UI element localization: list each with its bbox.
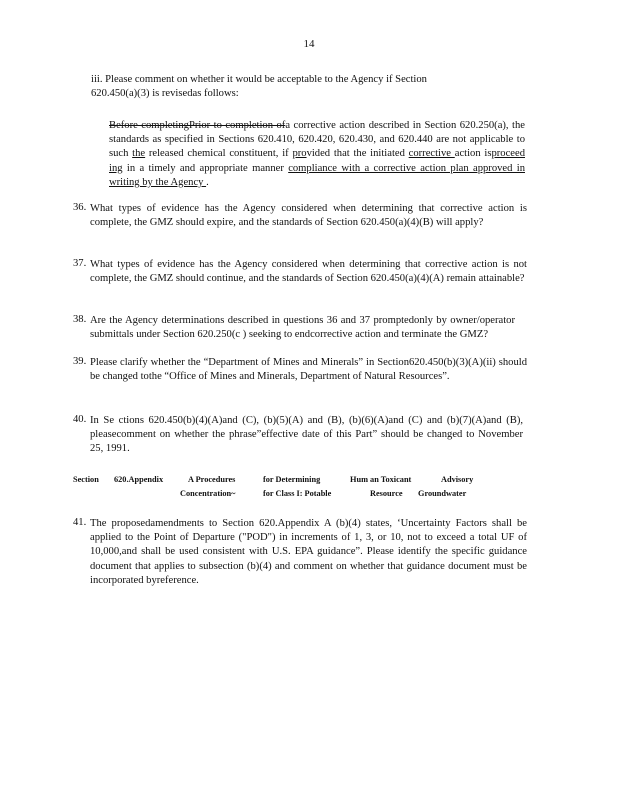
struck-text: Before completingPrior to completion of xyxy=(109,120,286,131)
question-number: 37. xyxy=(73,258,87,269)
question-text: The proposedamendments to Section 620.Appendix A (b)(4) states, ‘Uncertainty Factors shall be applied to the Point of Departure ("POD") in increments of 1, 3, or 10, not to exceed a total UF of 10,000,and shall be used consistent with U.S. EPA guidance”. Please identify the specific guidance document that applies to subsection (b)(4) and comment on whether that guidance document must be incorporated byreference. xyxy=(90,518,527,586)
question-40 xyxy=(73,414,523,458)
question-iii-line1: iii. Please comment on whether it would be acceptable to the Agency if Section xyxy=(91,74,427,85)
question-number: 36. xyxy=(73,202,87,213)
section-heading-text: Advisory xyxy=(441,475,474,484)
section-heading-text: Resource xyxy=(370,489,403,498)
underlined-text: corrective xyxy=(408,148,455,160)
question-text: What types of evidence has the Agency considered when determining that corrective action is complete, the GMZ should expire, and the standards of Section 620.450(a)(4)(B) will apply? xyxy=(90,203,527,229)
revision-text: . xyxy=(206,176,209,188)
section-heading-text: Groundwater xyxy=(418,489,467,498)
question-text: Please clarify whether the “Department of Mines and Minerals” in Section620.450(b)(3)(A)(ii) should be changed tothe “Office of Mines and Minerals, Department of Natural Resources”. xyxy=(90,357,527,383)
question-number: 39. xyxy=(73,356,87,367)
question-text: Are the Agency determinations described in questions 36 and 37 promptedonly by owner/operator submittals under Section 620.250(c ) seeking to endcorrective action and terminate the GMZ? xyxy=(90,315,515,341)
proposed-revision-text xyxy=(109,119,525,190)
question-iii xyxy=(91,73,491,101)
question-36 xyxy=(73,202,527,246)
question-text: What types of evidence has the Agency considered when determining that corrective action is not complete, the GMZ should continue, and the standards of Section 620.450(a)(4)(A) remain attainable? xyxy=(90,259,527,285)
question-37 xyxy=(73,258,527,302)
question-iii-line2: 620.450(a)(3) is revisedas follows: xyxy=(91,88,239,100)
section-heading-label: Section xyxy=(73,475,99,484)
revision-text: vided that the initiated xyxy=(306,148,409,160)
section-heading-text: Hum an Toxicant xyxy=(350,475,412,484)
page-number: 14 xyxy=(303,38,315,50)
question-number: 41. xyxy=(73,517,87,528)
section-heading-text: for Determining xyxy=(263,475,321,484)
underlined-text: the xyxy=(132,148,146,160)
underlined-text: compliance with a corrective action plan approved in writing by the Agency xyxy=(109,162,525,188)
question-39 xyxy=(73,356,527,400)
question-number: 40. xyxy=(73,414,87,425)
section-heading-text: Concentration~ xyxy=(180,489,236,498)
revision-text: in a timely and appropriate manner xyxy=(122,162,289,174)
revision-text: released chemical constituent, if xyxy=(145,148,293,160)
section-heading-text: A Procedures xyxy=(188,475,236,484)
revision-text: a corrective action described in Section 620.250(a), the standards as specified in Sections 620.410, 620.420, 620.430, and 620.440 are not applicable to such xyxy=(109,120,525,160)
section-heading-ref: 620.Appendix xyxy=(114,475,164,484)
underlined-text: proceed ing xyxy=(109,148,525,174)
question-number: 38. xyxy=(73,314,87,325)
section-heading-text: for Class I: Potable xyxy=(263,489,332,498)
section-heading xyxy=(73,475,533,505)
underlined-text: pro xyxy=(292,148,307,160)
question-38 xyxy=(73,314,515,358)
question-41 xyxy=(73,517,527,591)
revision-text: action is xyxy=(454,148,492,160)
question-text: In Se ctions 620.450(b)(4)(A)and (C), (b)(5)(A) and (B), (b)(6)(A)and (C) and (b)(7)(A)and (B), pleasecomment on whether the phrase”effective date of this Part” should be changed to November 25, 1991. xyxy=(90,415,523,455)
